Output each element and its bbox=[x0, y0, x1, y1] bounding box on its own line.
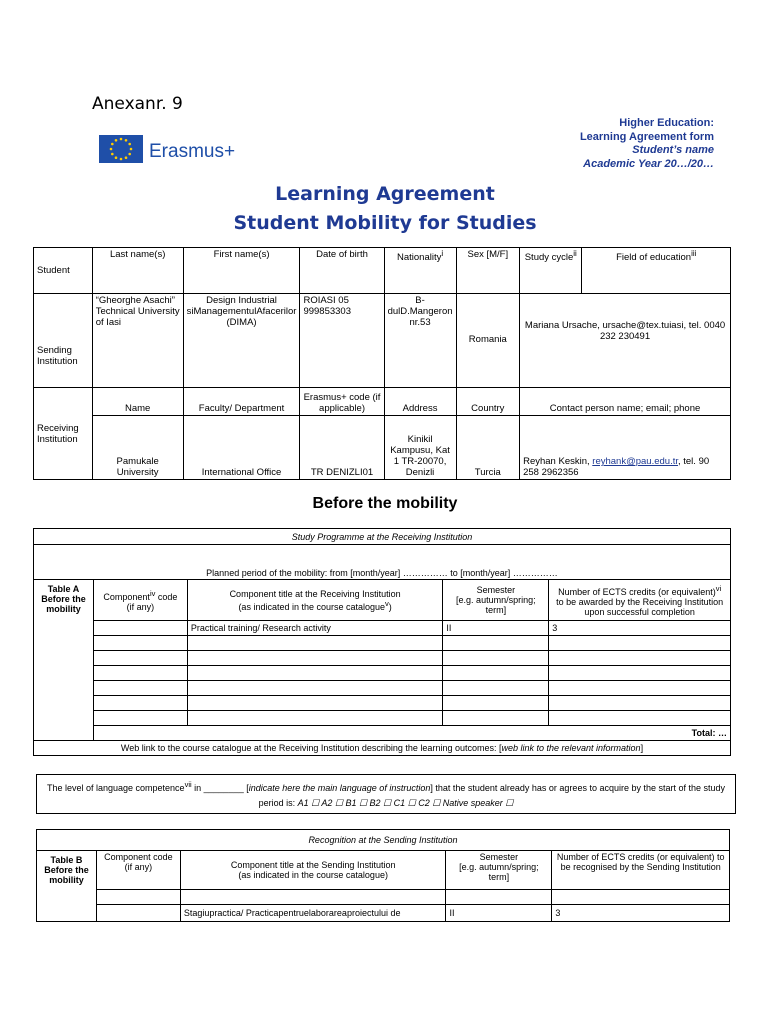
header-first-name: First name(s) bbox=[183, 248, 300, 294]
table-b-row-1-code bbox=[96, 905, 180, 922]
sending-name: “Gheorghe Asachi” Technical University of Iasi bbox=[92, 294, 183, 388]
header-sex: Sex [M/F] bbox=[456, 248, 520, 294]
table-b-header-title bbox=[180, 851, 446, 890]
table-a-header-ects-b: to be awarded by the Receiving Institution upon successful completion bbox=[556, 596, 724, 617]
table-cell bbox=[443, 711, 549, 726]
table-a-header-ects bbox=[549, 580, 731, 621]
table-a-row-1-ects: 3 bbox=[549, 621, 731, 636]
table-cell bbox=[93, 666, 187, 681]
table-cell bbox=[93, 711, 187, 726]
table-a-planned-period: Planned period of the mobility: from [month/year] …………… to [month/year] …………… bbox=[34, 545, 731, 580]
table-row bbox=[34, 621, 731, 636]
table-cell bbox=[187, 696, 443, 711]
receiving-contact-email-link[interactable]: reyhank@pau.edu.tr bbox=[592, 456, 678, 467]
header-study-cycle-sup: ii bbox=[573, 249, 577, 258]
table-a-header-title bbox=[187, 580, 443, 621]
header-date-of-birth: Date of birth bbox=[300, 248, 384, 294]
table-b-title: Recognition at the Sending Institution bbox=[37, 830, 730, 851]
header-study-cycle-text: Study cycle bbox=[524, 252, 574, 264]
language-placeholder[interactable]: indicate here the main language of instruction bbox=[248, 783, 431, 793]
table-b-header-title-b: (as indicated in the course catalogue) bbox=[238, 870, 388, 880]
table-b-header-title-a: Component title at the Sending Institution bbox=[230, 860, 396, 870]
table-a-label: Table A Before the mobility bbox=[34, 580, 94, 741]
table-cell bbox=[93, 696, 187, 711]
table-a-weblink-placeholder[interactable]: web link to the relevant information bbox=[501, 743, 641, 753]
table-cell bbox=[549, 666, 731, 681]
table-a-header-component-c: (if any) bbox=[126, 601, 155, 612]
language-text-3: ] that the student already has or agrees to acquire by the start of the study period is: bbox=[258, 783, 726, 808]
table-row bbox=[37, 905, 730, 922]
table-cell bbox=[552, 890, 730, 905]
table-a-header-title-sup: v bbox=[385, 598, 389, 608]
table-cell bbox=[180, 890, 446, 905]
table-cell bbox=[187, 681, 443, 696]
header-field-of-education bbox=[582, 248, 731, 294]
language-text-2: in ________ [ bbox=[191, 783, 249, 793]
table-a-row-1-semester: II bbox=[443, 621, 549, 636]
header-line-4: Academic Year 20…/20… bbox=[583, 157, 714, 170]
table-a-header-component bbox=[93, 580, 187, 621]
table-row bbox=[34, 711, 731, 726]
table-cell bbox=[93, 651, 187, 666]
table-b bbox=[36, 829, 730, 922]
table-cell bbox=[549, 636, 731, 651]
sending-faculty: Design Industrial siManagementulAfacerilor (DIMA) bbox=[183, 294, 300, 388]
table-a-header-title-b: (as indicated in the course catalogue bbox=[238, 601, 386, 612]
table-cell bbox=[93, 636, 187, 651]
header-nationality-sup: i bbox=[441, 249, 444, 258]
header-nationality bbox=[384, 248, 456, 294]
table-row bbox=[34, 696, 731, 711]
sending-contact: Mariana Ursache, ursache@tex.tuiasi, tel. 0040 232 230491 bbox=[520, 294, 731, 388]
table-cell bbox=[549, 711, 731, 726]
table-b-header-component-a: Component code bbox=[104, 852, 173, 862]
table-cell bbox=[446, 890, 552, 905]
sending-country: Romania bbox=[456, 294, 520, 388]
table-b-header-semester-b: [e.g. autumn/spring; term] bbox=[459, 862, 539, 882]
before-mobility-heading: Before the mobility bbox=[312, 495, 458, 512]
table-a-header-title-c: ) bbox=[388, 601, 392, 612]
receiving-header-name: Name bbox=[92, 388, 183, 416]
table-a-weblink-close: ] bbox=[640, 743, 644, 753]
table-cell bbox=[549, 696, 731, 711]
erasmus-logo-text: Erasmus+ bbox=[149, 141, 236, 162]
language-competence-box bbox=[36, 774, 736, 814]
receiving-header-country: Country bbox=[456, 388, 520, 416]
table-a-row-1-code bbox=[93, 621, 187, 636]
table-a-header-component-b: code bbox=[155, 591, 178, 602]
header-field-text: Field of education bbox=[616, 252, 692, 264]
table-a-header-semester-b: [e.g. autumn/spring; term] bbox=[456, 595, 536, 615]
table-b-header-component-b: (if any) bbox=[124, 862, 153, 872]
page-title: Learning Agreement bbox=[275, 183, 495, 205]
table-a-total: Total: … bbox=[93, 726, 730, 741]
table-row bbox=[34, 666, 731, 681]
language-sup: vii bbox=[184, 780, 192, 789]
receiving-faculty: International Office bbox=[183, 416, 300, 480]
erasmus-logo bbox=[99, 134, 259, 164]
table-a-header-semester-a: Semester bbox=[476, 585, 516, 595]
table-a-header-ects-sup: vi bbox=[715, 583, 722, 593]
table-cell bbox=[443, 666, 549, 681]
sending-code: ROIASI 05 999853303 bbox=[300, 294, 384, 388]
table-cell bbox=[443, 681, 549, 696]
table-cell bbox=[443, 636, 549, 651]
table-cell bbox=[187, 711, 443, 726]
table-cell bbox=[96, 890, 180, 905]
sending-institution-label: Sending Institution bbox=[34, 294, 93, 388]
receiving-contact bbox=[520, 416, 731, 480]
receiving-header-address: Address bbox=[384, 388, 456, 416]
receiving-code: TR DENIZLI01 bbox=[300, 416, 384, 480]
table-a-row-1-title: Practical training/ Research activity bbox=[187, 621, 443, 636]
table-cell bbox=[443, 651, 549, 666]
table-cell bbox=[187, 666, 443, 681]
table-b-header-component bbox=[96, 851, 180, 890]
table-cell bbox=[187, 636, 443, 651]
page-subtitle: Student Mobility for Studies bbox=[233, 212, 537, 234]
table-a-header-component-sup: iv bbox=[149, 588, 156, 598]
table-a-header-component-a: Component bbox=[103, 591, 150, 602]
student-institutions-table bbox=[33, 247, 731, 480]
table-row bbox=[34, 681, 731, 696]
table-a-header-ects-a: Number of ECTS credits (or equivalent) bbox=[558, 586, 716, 597]
table-b-row-1-title: Stagiupractica/ Practicapentruelaborareaproiectului de bbox=[180, 905, 446, 922]
header-line-1: Higher Education: bbox=[619, 117, 714, 129]
table-row bbox=[34, 651, 731, 666]
language-text-1: The level of language competence bbox=[46, 783, 185, 793]
header-nationality-text: Nationality bbox=[396, 252, 442, 264]
header-line-3: Student’s name bbox=[632, 144, 714, 156]
table-b-header-semester bbox=[446, 851, 552, 890]
header-info bbox=[580, 117, 714, 171]
table-cell bbox=[443, 696, 549, 711]
table-b-row-1-semester: II bbox=[446, 905, 552, 922]
receiving-country: Turcia bbox=[456, 416, 520, 480]
table-b-label: Table B Before the mobility bbox=[37, 851, 97, 922]
table-b-header-semester-a: Semester bbox=[479, 852, 519, 862]
receiving-header-faculty: Faculty/ Department bbox=[183, 388, 300, 416]
table-a-header-semester bbox=[443, 580, 549, 621]
receiving-institution-label: Receiving Institution bbox=[34, 388, 93, 480]
receiving-header-code: Erasmus+ code (if applicable) bbox=[300, 388, 384, 416]
table-a bbox=[33, 528, 731, 756]
header-study-cycle bbox=[520, 248, 582, 294]
table-a-programme-title: Study Programme at the Receiving Institution bbox=[34, 529, 731, 545]
sending-address: B-dulD.Mangeron nr.53 bbox=[384, 294, 456, 388]
student-label: Student bbox=[34, 248, 93, 294]
receiving-contact-name: Reyhan Keskin, bbox=[523, 456, 593, 467]
receiving-address: Kinikil Kampusu, Kat 1 TR-20070, Denizli bbox=[384, 416, 456, 480]
table-b-header-ects: Number of ECTS credits (or equivalent) to be recognised by the Sending Institution bbox=[552, 851, 730, 890]
table-row bbox=[34, 636, 731, 651]
receiving-name: Pamukale University bbox=[92, 416, 183, 480]
table-b-row-1-ects: 3 bbox=[552, 905, 730, 922]
header-line-2: Learning Agreement form bbox=[579, 130, 714, 143]
receiving-header-contact: Contact person name; email; phone bbox=[520, 388, 731, 416]
table-a-weblink-text: Web link to the course catalogue at the Receiving Institution describing the learning outcomes: [ bbox=[120, 743, 502, 753]
header-field-sup: iii bbox=[691, 249, 697, 258]
table-cell bbox=[549, 681, 731, 696]
table-cell bbox=[549, 651, 731, 666]
annex-label: Anexanr. 9 bbox=[92, 94, 183, 114]
table-row bbox=[37, 890, 730, 905]
language-level-checkboxes[interactable]: A1 ☐ A2 ☐ B1 ☐ B2 ☐ C1 ☐ C2 ☐ Native speaker ☐ bbox=[297, 798, 514, 808]
table-cell bbox=[93, 681, 187, 696]
table-cell bbox=[187, 651, 443, 666]
receiving-contact-phone: , tel. 90 258 2962356 bbox=[523, 456, 710, 478]
table-a-header-title-a: Component title at the Receiving Institution bbox=[229, 588, 401, 599]
header-last-name: Last name(s) bbox=[92, 248, 183, 294]
table-a-weblink bbox=[34, 741, 731, 756]
